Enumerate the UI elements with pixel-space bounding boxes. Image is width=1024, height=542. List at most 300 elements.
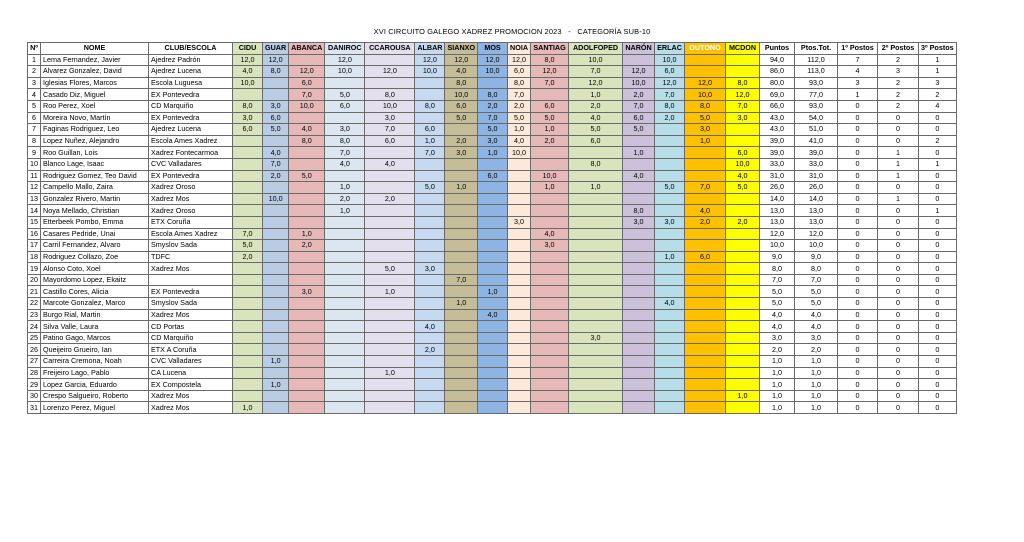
score-cell: 10,0 (233, 77, 263, 89)
score-cell: 7,0 (478, 112, 508, 124)
score-cell: 4,0 (415, 321, 445, 333)
score-cell: 2,0 (655, 112, 685, 124)
score-cell (445, 367, 478, 379)
score-cell: 6,0 (325, 100, 365, 112)
table-row (28, 274, 957, 286)
score-cell (325, 286, 365, 298)
first-places-cell: 0 (838, 390, 878, 402)
first-places-cell: 0 (838, 356, 878, 368)
score-cell (415, 216, 445, 228)
score-cell: 2,0 (263, 170, 289, 182)
score-cell: 6,0 (365, 135, 415, 147)
score-cell (623, 298, 655, 310)
score-cell (233, 298, 263, 310)
score-cell (569, 321, 623, 333)
score-cell: 4,0 (508, 135, 531, 147)
score-cell (365, 402, 415, 414)
score-cell (365, 182, 415, 194)
score-cell (365, 205, 415, 217)
header-tournament: DANIROC (325, 43, 365, 55)
header-row (28, 43, 957, 55)
score-cell (289, 344, 325, 356)
score-cell: 6,0 (569, 135, 623, 147)
ptos-tot-cell: 10,0 (795, 240, 838, 252)
score-cell (508, 228, 531, 240)
table-row (28, 193, 957, 205)
ptos-tot-cell: 13,0 (795, 216, 838, 228)
score-cell: 2,0 (289, 240, 325, 252)
score-cell (531, 379, 569, 391)
score-cell (325, 112, 365, 124)
score-cell (531, 147, 569, 159)
puntos-cell: 1,0 (760, 356, 795, 368)
score-cell (726, 251, 760, 263)
score-cell: 10,0 (655, 54, 685, 66)
third-places-cell: 0 (919, 216, 957, 228)
score-cell: 8,0 (655, 100, 685, 112)
score-cell: 5,0 (415, 182, 445, 194)
score-cell (325, 402, 365, 414)
score-cell: 10,0 (289, 100, 325, 112)
score-cell: 4,0 (365, 158, 415, 170)
score-cell: 7,0 (233, 228, 263, 240)
second-places-cell: 0 (878, 205, 919, 217)
score-cell: 5,0 (478, 124, 508, 136)
score-cell (325, 263, 365, 275)
second-places-cell: 0 (878, 344, 919, 356)
score-cell: 2,0 (726, 216, 760, 228)
second-places-cell: 0 (878, 228, 919, 240)
score-cell (569, 228, 623, 240)
score-cell: 8,0 (623, 205, 655, 217)
third-places-cell: 0 (919, 390, 957, 402)
second-places-cell: 0 (878, 298, 919, 310)
score-cell (233, 193, 263, 205)
club-cell: Ajedrez Lucena (149, 66, 233, 78)
score-cell (623, 356, 655, 368)
score-cell (478, 182, 508, 194)
rank-cell: 26 (28, 344, 41, 356)
score-cell (655, 205, 685, 217)
score-cell (365, 390, 415, 402)
score-cell (478, 205, 508, 217)
header-tournament: SANTIAG (531, 43, 569, 55)
third-places-cell: 0 (919, 274, 957, 286)
header-tournament: OUTONO (685, 43, 726, 55)
score-cell (415, 402, 445, 414)
score-cell (569, 147, 623, 159)
puntos-cell: 4,0 (760, 309, 795, 321)
second-places-cell: 0 (878, 112, 919, 124)
score-cell (726, 309, 760, 321)
score-cell (685, 54, 726, 66)
score-cell (685, 402, 726, 414)
score-cell: 6,0 (445, 100, 478, 112)
score-cell (445, 356, 478, 368)
first-places-cell: 7 (838, 54, 878, 66)
score-cell (508, 402, 531, 414)
puntos-cell: 33,0 (760, 158, 795, 170)
score-cell (508, 321, 531, 333)
puntos-cell: 14,0 (760, 193, 795, 205)
score-cell (726, 356, 760, 368)
player-name-cell: Alonso Coto, Xoel (41, 263, 149, 275)
score-cell: 4,0 (569, 112, 623, 124)
first-places-cell: 0 (838, 112, 878, 124)
puntos-cell: 5,0 (760, 286, 795, 298)
score-cell (445, 240, 478, 252)
score-cell (531, 286, 569, 298)
rank-cell: 27 (28, 356, 41, 368)
club-cell: Smyslov Sada (149, 240, 233, 252)
score-cell (508, 182, 531, 194)
score-cell (478, 367, 508, 379)
puntos-cell: 10,0 (760, 240, 795, 252)
score-cell (325, 216, 365, 228)
score-cell (325, 251, 365, 263)
score-cell: 2,0 (445, 135, 478, 147)
player-name-cell: Lema Fernandez, Javier (41, 54, 149, 66)
score-cell: 7,0 (726, 100, 760, 112)
score-cell (685, 309, 726, 321)
score-cell (623, 158, 655, 170)
rank-cell: 7 (28, 124, 41, 136)
score-cell (263, 309, 289, 321)
score-cell: 3,0 (478, 135, 508, 147)
header-club: CLUB/ESCOLA (149, 43, 233, 55)
score-cell: 12,0 (655, 77, 685, 89)
player-name-cell: Moreira Novo, Martín (41, 112, 149, 124)
score-cell (726, 321, 760, 333)
score-cell (263, 286, 289, 298)
table-row (28, 240, 957, 252)
ptos-tot-cell: 1,0 (795, 402, 838, 414)
score-cell (531, 89, 569, 101)
score-cell: 1,0 (365, 286, 415, 298)
score-cell: 5,0 (623, 124, 655, 136)
table-row (28, 286, 957, 298)
club-cell: Xadrez Oroso (149, 182, 233, 194)
ptos-tot-cell: 39,0 (795, 147, 838, 159)
player-name-cell: Rodriguez Collazo, Zoe (41, 251, 149, 263)
score-cell: 1,0 (531, 182, 569, 194)
score-cell: 1,0 (325, 205, 365, 217)
header-tournament: MOS (478, 43, 508, 55)
table-row (28, 135, 957, 147)
puntos-cell: 31,0 (760, 170, 795, 182)
score-cell (289, 402, 325, 414)
rank-cell: 30 (28, 390, 41, 402)
score-cell (685, 344, 726, 356)
score-cell: 6,0 (478, 170, 508, 182)
score-cell (685, 274, 726, 286)
score-cell (508, 263, 531, 275)
third-places-cell: 0 (919, 379, 957, 391)
score-cell (531, 321, 569, 333)
score-cell (726, 124, 760, 136)
score-cell (445, 286, 478, 298)
table-row (28, 66, 957, 78)
second-places-cell: 0 (878, 124, 919, 136)
club-cell: Xadrez Mos (149, 390, 233, 402)
third-places-cell: 0 (919, 240, 957, 252)
table-row (28, 263, 957, 275)
club-cell: Xadrez Mos (149, 309, 233, 321)
rank-cell: 24 (28, 321, 41, 333)
player-name-cell: Silva Valle, Laura (41, 321, 149, 333)
puntos-cell: 80,0 (760, 77, 795, 89)
score-cell: 12,0 (263, 54, 289, 66)
ptos-tot-cell: 41,0 (795, 135, 838, 147)
score-cell (415, 367, 445, 379)
score-cell (726, 66, 760, 78)
score-cell (508, 344, 531, 356)
player-name-cell: Carreira Cremona, Noah (41, 356, 149, 368)
score-cell (508, 309, 531, 321)
table-row (28, 205, 957, 217)
score-cell (478, 216, 508, 228)
score-cell: 3,0 (415, 263, 445, 275)
score-cell (233, 367, 263, 379)
club-cell: Xadrez Mos (149, 263, 233, 275)
club-cell (149, 274, 233, 286)
score-cell: 1,0 (365, 367, 415, 379)
score-cell (445, 309, 478, 321)
score-cell (478, 344, 508, 356)
score-cell (415, 309, 445, 321)
third-places-cell: 0 (919, 356, 957, 368)
score-cell (655, 170, 685, 182)
score-cell (233, 263, 263, 275)
club-cell: Escola Ames Xadrez (149, 228, 233, 240)
rank-cell: 15 (28, 216, 41, 228)
header-tournament: CCAROUSA (365, 43, 415, 55)
score-cell (655, 240, 685, 252)
score-cell: 8,0 (263, 66, 289, 78)
score-cell: 6,0 (623, 112, 655, 124)
score-cell (478, 321, 508, 333)
third-places-cell: 0 (919, 182, 957, 194)
score-cell (263, 298, 289, 310)
third-places-cell: 0 (919, 286, 957, 298)
score-cell (415, 228, 445, 240)
club-cell: EX Pontevedra (149, 286, 233, 298)
second-places-cell: 2 (878, 89, 919, 101)
score-cell (569, 216, 623, 228)
score-cell (263, 367, 289, 379)
player-name-cell: Lopez Garcia, Eduardo (41, 379, 149, 391)
first-places-cell: 0 (838, 332, 878, 344)
rank-cell: 22 (28, 298, 41, 310)
ptos-tot-cell: 12,0 (795, 228, 838, 240)
score-cell: 12,0 (531, 66, 569, 78)
player-name-cell: Noya Mellado, Christian (41, 205, 149, 217)
score-cell (263, 205, 289, 217)
ptos-tot-cell: 4,0 (795, 309, 838, 321)
club-cell: CVC Valladares (149, 158, 233, 170)
ptos-tot-cell: 3,0 (795, 332, 838, 344)
puntos-cell: 1,0 (760, 402, 795, 414)
player-name-cell: Freijeiro Lago, Pablo (41, 367, 149, 379)
third-places-cell: 1 (919, 66, 957, 78)
score-cell: 12,0 (445, 54, 478, 66)
score-cell (289, 216, 325, 228)
header-name: NOME (41, 43, 149, 55)
club-cell: EX Pontevedra (149, 112, 233, 124)
score-cell: 2,0 (508, 100, 531, 112)
score-cell: 12,0 (685, 77, 726, 89)
ptos-tot-cell: 5,0 (795, 286, 838, 298)
score-cell (655, 390, 685, 402)
score-cell (508, 158, 531, 170)
score-cell (655, 344, 685, 356)
rank-cell: 10 (28, 158, 41, 170)
score-cell (365, 228, 415, 240)
score-cell (531, 263, 569, 275)
ptos-tot-cell: 14,0 (795, 193, 838, 205)
score-cell (685, 158, 726, 170)
score-cell (325, 77, 365, 89)
first-places-cell: 0 (838, 240, 878, 252)
score-cell (233, 286, 263, 298)
score-cell (685, 286, 726, 298)
player-name-cell: Roo Perez, Xoel (41, 100, 149, 112)
score-cell: 4,0 (325, 158, 365, 170)
third-places-cell: 0 (919, 298, 957, 310)
rank-cell: 2 (28, 66, 41, 78)
second-places-cell: 0 (878, 321, 919, 333)
score-cell (569, 344, 623, 356)
score-cell (531, 158, 569, 170)
club-cell: Smyslov Sada (149, 298, 233, 310)
score-cell: 7,0 (415, 147, 445, 159)
score-cell (365, 170, 415, 182)
score-cell (623, 240, 655, 252)
score-cell: 10,0 (569, 54, 623, 66)
score-cell: 5,0 (531, 112, 569, 124)
score-cell (655, 321, 685, 333)
score-cell (233, 147, 263, 159)
first-places-cell: 4 (838, 66, 878, 78)
score-cell: 3,0 (233, 112, 263, 124)
score-cell: 8,0 (445, 77, 478, 89)
score-cell: 5,0 (445, 112, 478, 124)
first-places-cell: 0 (838, 402, 878, 414)
puntos-cell: 3,0 (760, 332, 795, 344)
second-places-cell: 3 (878, 66, 919, 78)
score-cell: 4,0 (478, 309, 508, 321)
score-cell: 8,0 (325, 135, 365, 147)
score-cell (289, 321, 325, 333)
third-places-cell: 0 (919, 332, 957, 344)
score-cell: 7,0 (263, 158, 289, 170)
player-name-cell: Etterbeek Pombo, Emma (41, 216, 149, 228)
rank-cell: 20 (28, 274, 41, 286)
header-rank: Nº (28, 43, 41, 55)
table-row (28, 321, 957, 333)
second-places-cell: 1 (878, 158, 919, 170)
ptos-tot-cell: 26,0 (795, 182, 838, 194)
score-cell (289, 332, 325, 344)
puntos-cell: 1,0 (760, 379, 795, 391)
score-cell: 3,0 (263, 100, 289, 112)
score-cell: 8,0 (685, 100, 726, 112)
table-row (28, 124, 957, 136)
header-tournament: ERLAC (655, 43, 685, 55)
score-cell (655, 274, 685, 286)
score-cell: 1,0 (478, 147, 508, 159)
score-cell (478, 193, 508, 205)
first-places-cell: 1 (838, 89, 878, 101)
score-cell (445, 263, 478, 275)
rank-cell: 17 (28, 240, 41, 252)
player-name-cell: Alvarez Gonzalez, David (41, 66, 149, 78)
player-name-cell: Marcote Gonzalez, Marco (41, 298, 149, 310)
score-cell (445, 402, 478, 414)
third-places-cell: 1 (919, 54, 957, 66)
score-cell: 6,0 (415, 124, 445, 136)
score-cell: 5,0 (289, 170, 325, 182)
score-cell: 12,0 (289, 66, 325, 78)
score-cell (233, 216, 263, 228)
first-places-cell: 0 (838, 228, 878, 240)
score-cell: 7,0 (685, 182, 726, 194)
score-cell: 8,0 (415, 100, 445, 112)
score-cell (325, 390, 365, 402)
score-cell (263, 135, 289, 147)
score-cell (365, 240, 415, 252)
score-cell: 8,0 (478, 89, 508, 101)
score-cell: 3,0 (685, 124, 726, 136)
score-cell (233, 321, 263, 333)
second-places-cell: 0 (878, 274, 919, 286)
club-cell: EX Pontevedra (149, 170, 233, 182)
score-cell (415, 286, 445, 298)
score-cell (655, 332, 685, 344)
score-cell (685, 240, 726, 252)
score-cell (531, 367, 569, 379)
score-cell (655, 158, 685, 170)
score-cell: 1,0 (233, 402, 263, 414)
player-name-cell: Rodriguez Gomez, Teo David (41, 170, 149, 182)
score-cell: 7,0 (623, 100, 655, 112)
rank-cell: 9 (28, 147, 41, 159)
score-cell (233, 274, 263, 286)
table-row (28, 158, 957, 170)
rank-cell: 6 (28, 112, 41, 124)
second-places-cell: 0 (878, 309, 919, 321)
score-cell (569, 240, 623, 252)
score-cell (508, 205, 531, 217)
score-cell: 10,0 (623, 77, 655, 89)
first-places-cell: 0 (838, 100, 878, 112)
first-places-cell: 0 (838, 158, 878, 170)
score-cell: 1,0 (623, 147, 655, 159)
score-cell (508, 170, 531, 182)
first-places-cell: 0 (838, 205, 878, 217)
score-cell: 10,0 (685, 89, 726, 101)
score-cell (289, 356, 325, 368)
second-places-cell: 0 (878, 356, 919, 368)
rank-cell: 12 (28, 182, 41, 194)
score-cell (726, 228, 760, 240)
score-cell (623, 193, 655, 205)
score-cell (569, 205, 623, 217)
score-cell (726, 54, 760, 66)
score-cell: 4,0 (726, 170, 760, 182)
score-cell (263, 332, 289, 344)
score-cell: 6,0 (531, 100, 569, 112)
